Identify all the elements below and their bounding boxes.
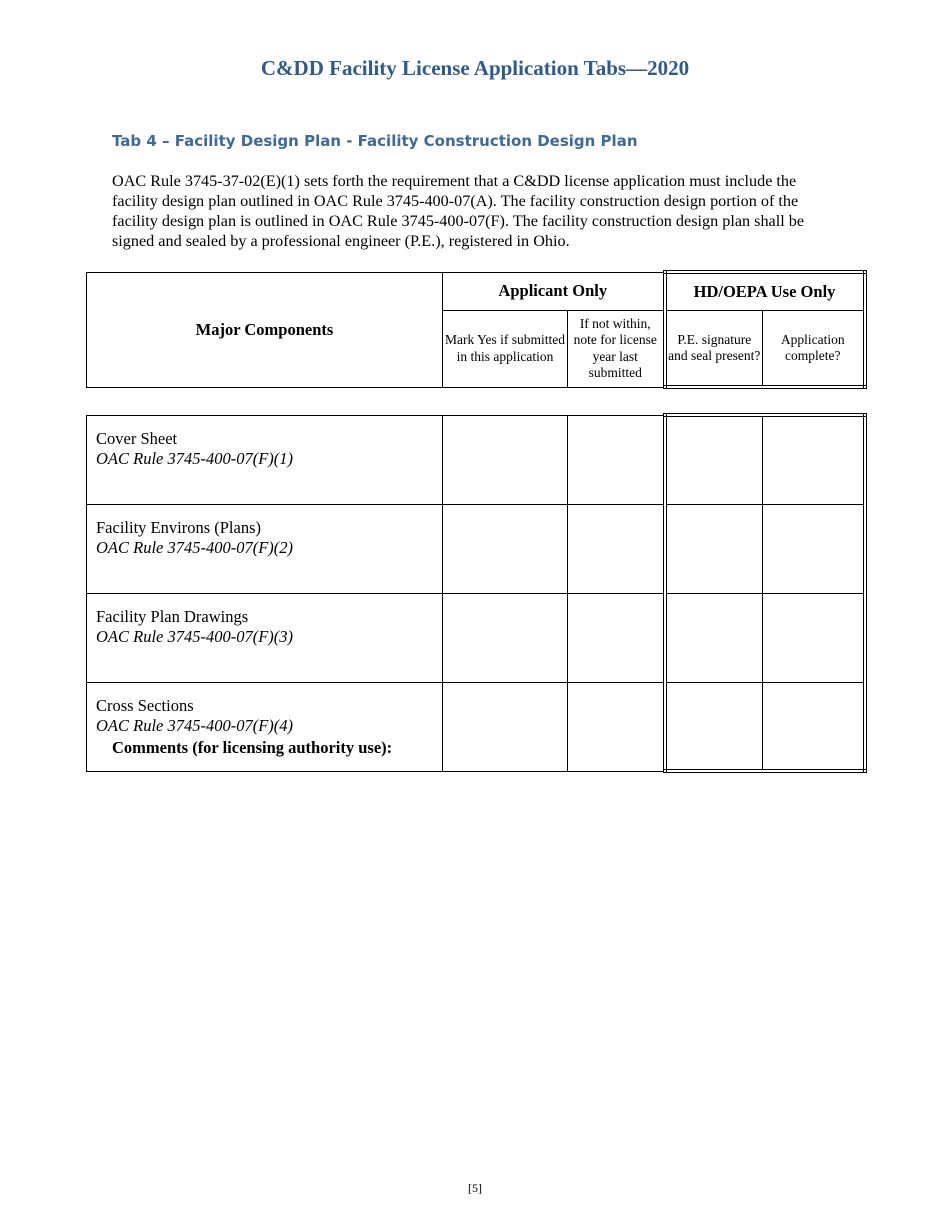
section-heading: Tab 4 – Facility Design Plan - Facility Construction Design Plan [112, 132, 638, 150]
application-complete-cell[interactable] [763, 504, 865, 593]
comments-label: Comments (for licensing authority use): [112, 738, 393, 757]
application-complete-cell[interactable] [763, 593, 865, 682]
not-within-cell[interactable] [568, 682, 665, 771]
mark-yes-cell[interactable] [443, 415, 568, 504]
intro-paragraph: OAC Rule 3745-37-02(E)(1) sets forth the requirement that a C&DD license application must include the facility design plan outlined in OAC Rule 3745-400-07(A). The facility construction design portion of the facility design plan is outlined in OAC Rule 3745-400-07(F). The facility construction design plan shall be signed and sealed by a professional engineer (P.E.), registered in Ohio. [112, 172, 805, 250]
mark-yes-cell[interactable] [443, 593, 568, 682]
mark-yes-column-header: Mark Yes if submitted in this application [443, 311, 568, 388]
components-table [86, 413, 867, 773]
components-header-table [86, 270, 867, 389]
component-name: Cross Sections [96, 695, 194, 715]
not-within-cell[interactable] [568, 504, 665, 593]
not-within-cell[interactable] [568, 593, 665, 682]
pe-signature-cell[interactable] [665, 415, 763, 504]
component-rule: OAC Rule 3745-400-07(F)(2) [96, 537, 294, 557]
mark-yes-cell[interactable] [443, 504, 568, 593]
table-row [87, 593, 865, 682]
component-cell [87, 504, 443, 593]
component-cell [87, 415, 443, 504]
pe-signature-cell[interactable] [665, 682, 763, 771]
application-complete-column-header: Application complete? [763, 311, 865, 388]
page-title: C&DD Facility License Application Tabs—2020 [260, 56, 690, 80]
page-number: [5] [468, 1181, 482, 1195]
component-name: Cover Sheet [96, 428, 178, 448]
component-name: Facility Environs (Plans) [96, 517, 261, 537]
component-cell [87, 593, 443, 682]
not-within-column-header: If not within, note for license year last submitted [568, 311, 665, 388]
component-name: Facility Plan Drawings [96, 606, 249, 626]
application-complete-cell[interactable] [763, 415, 865, 504]
mark-yes-cell[interactable] [443, 682, 568, 771]
table-row [87, 415, 865, 504]
major-components-header: Major Components [87, 272, 443, 387]
table-row [87, 504, 865, 593]
pe-signature-cell[interactable] [665, 593, 763, 682]
not-within-cell[interactable] [568, 415, 665, 504]
pe-signature-column-header: P.E. signature and seal present? [665, 311, 763, 388]
applicant-only-header: Applicant Only [443, 272, 665, 311]
application-complete-cell[interactable] [763, 682, 865, 771]
hd-oepa-use-only-header: HD/OEPA Use Only [665, 272, 865, 311]
component-rule: OAC Rule 3745-400-07(F)(3) [96, 626, 294, 646]
component-rule: OAC Rule 3745-400-07(F)(4) [96, 715, 294, 735]
pe-signature-cell[interactable] [665, 504, 763, 593]
component-rule: OAC Rule 3745-400-07(F)(1) [96, 448, 294, 468]
